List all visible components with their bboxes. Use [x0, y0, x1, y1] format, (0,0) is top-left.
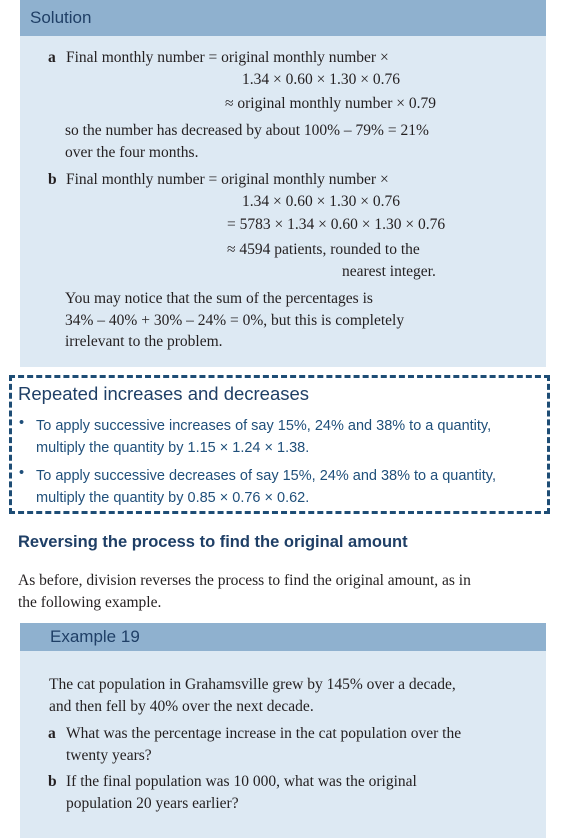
solution-note-line3: irrelevant to the problem.: [65, 333, 223, 350]
section-heading: Reversing the process to find the original amount: [18, 533, 408, 551]
reversing-text-line1: As before, division reverses the process to find the original amount, as in: [18, 572, 471, 589]
solution-note-line2: 34% – 40% + 30% – 24% = 0%, but this is completely: [65, 312, 405, 329]
example-part-b-line2: population 20 years earlier?: [66, 795, 239, 812]
solution-title: Solution: [30, 8, 92, 27]
example-part-b-line1: If the final population was 10 000, what was the original: [66, 773, 417, 790]
solution-part-b-line2: 1.34 × 0.60 × 1.30 × 0.76: [242, 193, 400, 210]
solution-part-a-line4: so the number has decreased by about 100% – 79% = 21%: [65, 122, 429, 139]
key-point-item-2-line2: multiply the quantity by 0.85 × 0.76 × 0.62.: [36, 490, 310, 506]
solution-part-b-line5: nearest integer.: [342, 263, 436, 280]
key-point-item-1-line2: multiply the quantity by 1.15 × 1.24 × 1.38.: [36, 440, 310, 456]
example-intro-line2: and then fell by 40% over the next decade.: [49, 698, 314, 715]
key-point-item-2-line1: To apply successive decreases of say 15%, 24% and 38% to a quantity,: [36, 468, 496, 484]
solution-header: [20, 0, 546, 36]
example-intro-line1: The cat population in Grahamsville grew by 145% over a decade,: [49, 676, 456, 693]
bullet-icon: •: [19, 415, 25, 431]
solution-part-a-label: a: [48, 49, 56, 66]
example-title: Example 19: [50, 627, 140, 646]
solution-part-a-line2: 1.34 × 0.60 × 1.30 × 0.76: [242, 71, 400, 88]
solution-note-line1: You may notice that the sum of the percentages is: [65, 290, 373, 307]
bullet-icon: •: [19, 465, 25, 481]
solution-part-a-line3: ≈ original monthly number × 0.79: [225, 95, 436, 112]
key-point-title: Repeated increases and decreases: [18, 383, 310, 404]
solution-part-a-line1: Final monthly number = original monthly number ×: [66, 49, 389, 66]
solution-part-b-label: b: [48, 171, 57, 188]
solution-part-a-line5: over the four months.: [65, 144, 199, 161]
key-point-item-1-line1: To apply successive increases of say 15%, 24% and 38% to a quantity,: [36, 418, 492, 434]
example-part-a-label: a: [48, 725, 56, 742]
example-part-a-line1: What was the percentage increase in the cat population over the: [66, 725, 462, 742]
solution-part-b-line1: Final monthly number = original monthly number ×: [66, 171, 389, 188]
solution-part-b-line4: ≈ 4594 patients, rounded to the: [227, 241, 420, 258]
example-part-a-line2: twenty years?: [66, 747, 152, 764]
reversing-text-line2: the following example.: [18, 594, 162, 611]
solution-part-b-line3: = 5783 × 1.34 × 0.60 × 1.30 × 0.76: [227, 216, 446, 233]
example-part-b-label: b: [48, 773, 57, 790]
